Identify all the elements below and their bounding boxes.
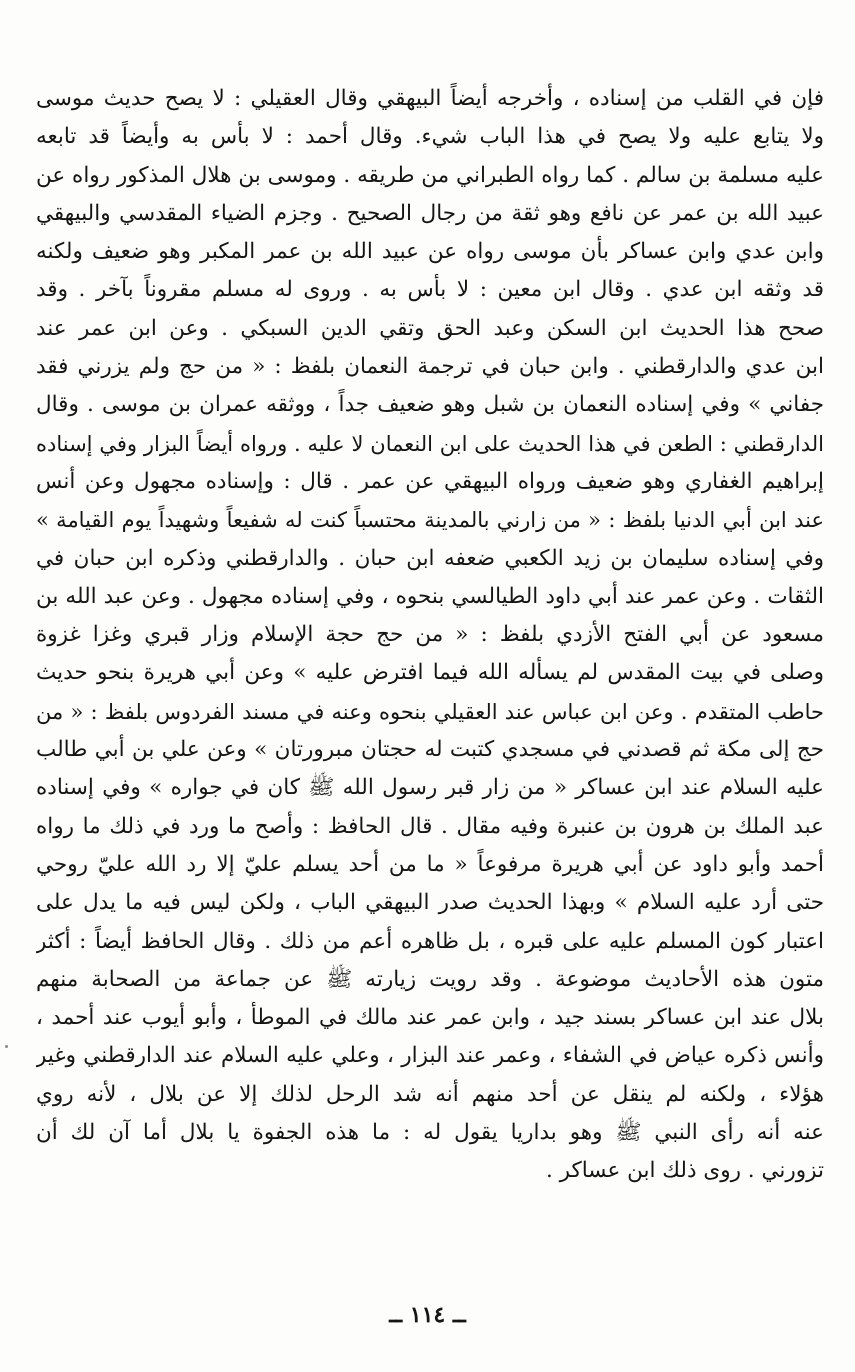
text-line: وابن عدي وابن عساكر بأن موسى رواه عن عبيد الله بن عمر المكبر وهو ضعيف ولكنه (36, 239, 824, 265)
text-line: قد وثقه ابن عدي . وقال ابن معين : لا بأس به . وروى له مسلم مقروناً بآخر . وقد (36, 277, 824, 303)
text-line: صحح هذا الحديث ابن السكن وعبد الحق وتقي الدين السبكي . وعن ابن عمر عند (36, 315, 824, 341)
text-line: ولا يتابع عليه ولا يصح في هذا الباب شيء. وقال أحمد : لا بأس به وأيضاً قد تابعه (36, 124, 824, 150)
text-line: عند ابن أبي الدنيا بلفظ : « من زارني بالمدينة محتسباً كنت له شفيعاً وشهيداً يوم القيامة » (36, 508, 824, 533)
text-line: عبد الملك بن هرون بن عنبرة وفيه مقال . قال الحافظ : وأصح ما ورد في ذلك ما رواه (36, 813, 824, 839)
scan-speck (5, 1045, 8, 1048)
text-line: عليه السلام عند ابن عساكر « من زار قبر رسول الله ﷺ كان في جواره » وفي إسناده (36, 775, 824, 801)
text-line: اعتبار كون المسلم عليه على قبره ، بل ظاهره أعم من ذلك . وقال الحافظ أيضاً : أكثر (36, 928, 824, 954)
text-line: وفي إسناده سليمان بن زيد الكعبي ضعفه ابن حبان . والدارقطني وذكره ابن حبان في (36, 545, 824, 571)
text-line: إبراهيم الغفاري وهو ضعيف ورواه البيهقي عن عمر . قال : وإسناده مجهول وعن أنس (36, 468, 824, 494)
text-line: بلال عند ابن عساكر بسند جيد ، وابن عمر عند مالك في الموطأ ، وأبو أيوب عند أحمد ، (36, 1005, 824, 1031)
text-line: عبيد الله بن عمر عن نافع وهو ثقة من رجال الصحيح . وجزم الضياء المقدسي والبيهقي (36, 200, 824, 226)
text-line: حج إلى مكة ثم قصدني في مسجدي كتبت له حجتان مبرورتان » وعن علي بن أبي طالب (36, 737, 824, 763)
text-line: حتى أرد عليه السلام » وبهذا الحديث صدر البيهقي الباب ، ولكن ليس فيه ما يدل على (36, 890, 824, 916)
text-line: جفاني » وفي إسناده النعمان بن شبل وهو ضعيف جداً ، ووثقه عمران بن موسى . وقال (36, 392, 824, 418)
text-line: أحمد وأبو داود عن أبي هريرة مرفوعاً « ما من أحد يسلم عليّ إلا رد الله عليّ روحي (36, 851, 824, 877)
text-line: مسعود عن أبي الفتح الأزدي بلفظ : « من حج حجة الإسلام وزار قبري وغزا غزوة (36, 622, 824, 648)
text-line: عنه أنه رأى النبي ﷺ وهو بداريا يقول له : ما هذه الجفوة يا بلال أما آن لك أن (36, 1120, 824, 1146)
text-line: الدارقطني : الطعن في هذا الحديث على ابن النعمان لا عليه . ورواه أيضاً البزار وفي إسناده (36, 431, 824, 456)
text-line: عليه مسلمة بن سالم . كما رواه الطبراني من طريقه . وموسى بن هلال المذكور رواه عن (36, 162, 824, 188)
text-line: ابن عدي والدارقطني . وابن حبان في ترجمة النعمان بلفظ : « من حج ولم يزرني فقد (36, 354, 824, 380)
text-line: حاطب المتقدم . وعن ابن عباس عند العقيلي بنحوه وعنه في مسند الفردوس بلفظ : « من (36, 699, 824, 724)
text-line: الثقات . وعن عمر عند أبي داود الطيالسي بنحوه ، وفي إسناده مجهول . وعن عبد الله بن (36, 583, 824, 609)
text-line: هؤلاء ، ولكنه لم ينقل عن أحد منهم أنه شد الرحل لذلك إلا عن بلال ، لأنه روي (36, 1081, 824, 1107)
text-line: فإن في القلب من إسناده ، وأخرجه أيضاً البيهقي وقال العقيلي : لا يصح حديث موسى (36, 86, 824, 111)
text-line: وأنس ذكره عياض في الشفاء ، وعمر عند البزار ، وعلي عليه السلام عند الدارقطني وغير (36, 1043, 824, 1069)
text-line: تزورني . روى ذلك ابن عساكر . (545, 1158, 824, 1184)
text-line: وصلى في بيت المقدس لم يسأله الله فيما افترض عليه » وعن أبي هريرة بنحو حديث (36, 660, 824, 686)
text-line: متون هذه الأحاديث موضوعة . وقد رويت زيارته ﷺ عن جماعة من الصحابة منهم (36, 966, 824, 992)
page-number: ــ ١١٤ ــ (389, 1302, 466, 1328)
body-text (36, 80, 824, 1191)
